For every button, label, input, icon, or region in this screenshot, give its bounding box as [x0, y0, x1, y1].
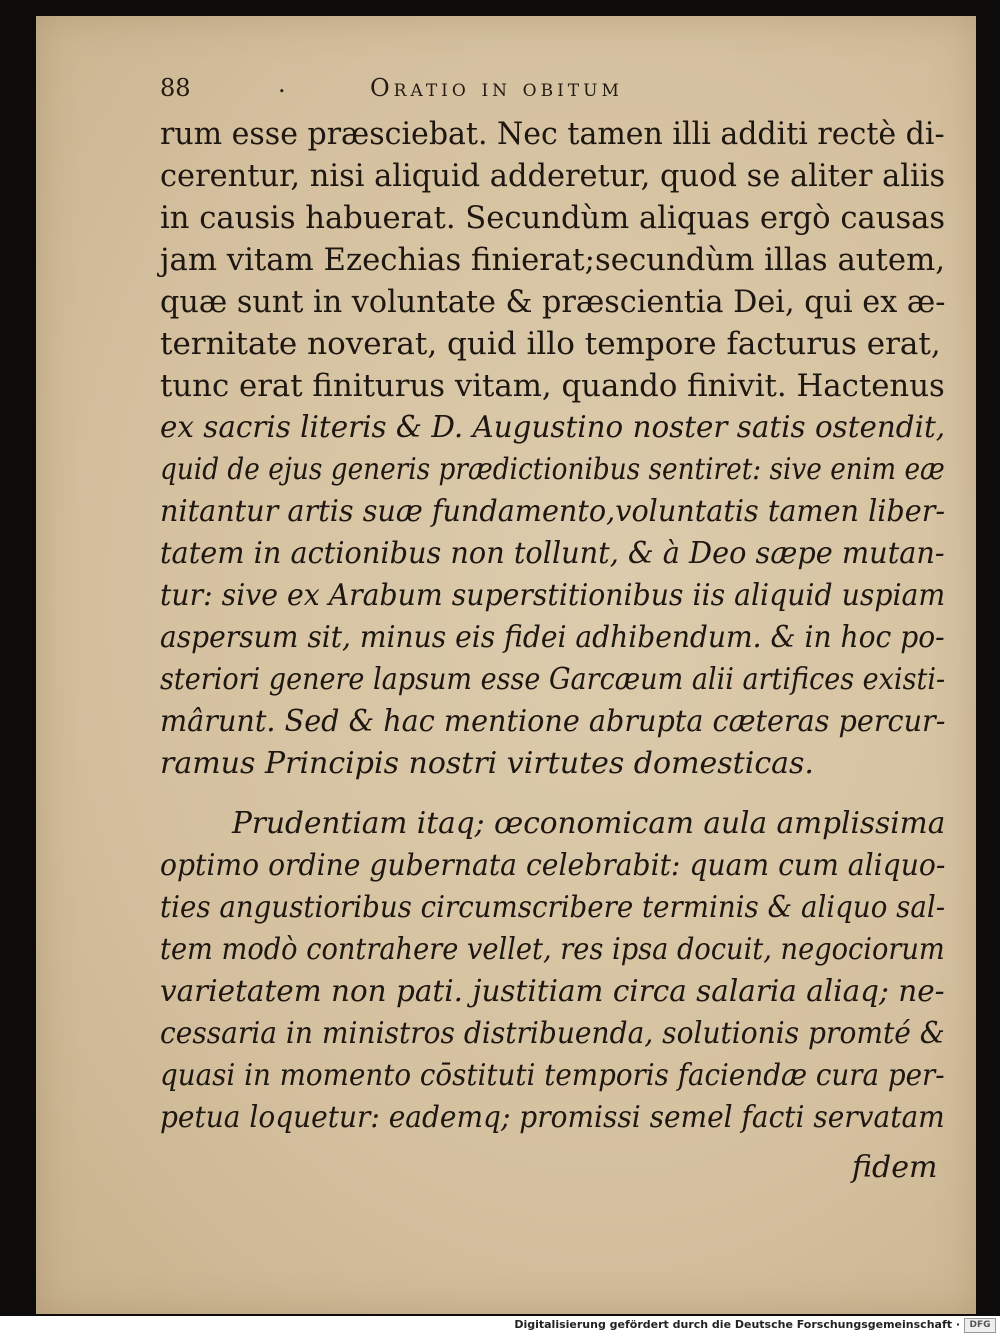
- header-separator: .: [278, 70, 286, 98]
- digitization-footer: [0, 1316, 1000, 1334]
- text-line: petua loquetur: eademq; promissi semel facti servatam: [160, 1100, 945, 1135]
- text-line: tatem in actionibus non tollunt, & à Deo sæpe mutan-: [160, 536, 945, 571]
- text-line: rum esse præsciebat. Nec tamen illi additi rectè di-: [160, 116, 945, 152]
- text-line: ramus Principis nostri virtutes domesticas.: [160, 746, 814, 781]
- footer-credit: Digitalisierung gefördert durch die Deutsche Forschungsgemeinschaft ·: [514, 1318, 960, 1331]
- text-line: quid de ejus generis prædictionibus sentiret: sive enim eæ: [160, 452, 945, 487]
- text-line: ex sacris literis & D. Augustino noster satis ostendit,: [160, 410, 946, 445]
- text-line: quasi in momento cōstituti temporis faciendæ cura per-: [160, 1058, 945, 1093]
- dfg-logo: DFG: [964, 1318, 996, 1333]
- text-line: nitantur artis suæ fundamento,voluntatis tamen liber-: [160, 494, 946, 529]
- text-line: ties angustioribus circumscribere terminis & aliquo sal-: [160, 890, 946, 925]
- running-title: Oratio in obitum: [370, 74, 623, 102]
- text-line: tur: sive ex Arabum superstitionibus iis aliquid uspiam: [160, 578, 946, 613]
- text-line: jam vitam Ezechias finierat;secundùm illas autem,: [160, 242, 945, 278]
- text-line: tunc erat finiturus vitam, quando finivit. Hactenus: [160, 368, 945, 404]
- text-line: mârunt. Sed & hac mentione abrupta cæteras percur-: [160, 704, 946, 739]
- page-header: [160, 70, 950, 110]
- text-line: aspersum sit, minus eis fidei adhibendum. & in hoc po-: [160, 620, 945, 655]
- text-line: in causis habuerat. Secundùm aliquas ergò causas: [160, 200, 946, 236]
- text-line: steriori genere lapsum esse Garcæum alii artifices existi-: [160, 662, 946, 697]
- catchword: fidem: [852, 1150, 938, 1185]
- text-line: Prudentiam itaq; œconomicam aula amplissima: [232, 806, 946, 841]
- page-number: 88: [160, 74, 191, 102]
- text-line: optimo ordine gubernata celebrabit: quam cum aliquo-: [160, 848, 946, 883]
- text-line: varietatem non pati. justitiam circa salaria aliaq; ne-: [160, 974, 945, 1009]
- text-line: cerentur, nisi aliquid adderetur, quod se aliter aliis: [160, 158, 946, 194]
- text-line: cessaria in ministros distribuenda, solutionis promté &: [160, 1016, 945, 1051]
- text-line: ternitate noverat, quid illo tempore facturus erat,: [160, 326, 941, 362]
- text-line: quæ sunt in voluntate & præscientia Dei, qui ex æ-: [160, 284, 946, 320]
- text-line: tem modò contrahere vellet, res ipsa docuit, negociorum: [160, 932, 945, 967]
